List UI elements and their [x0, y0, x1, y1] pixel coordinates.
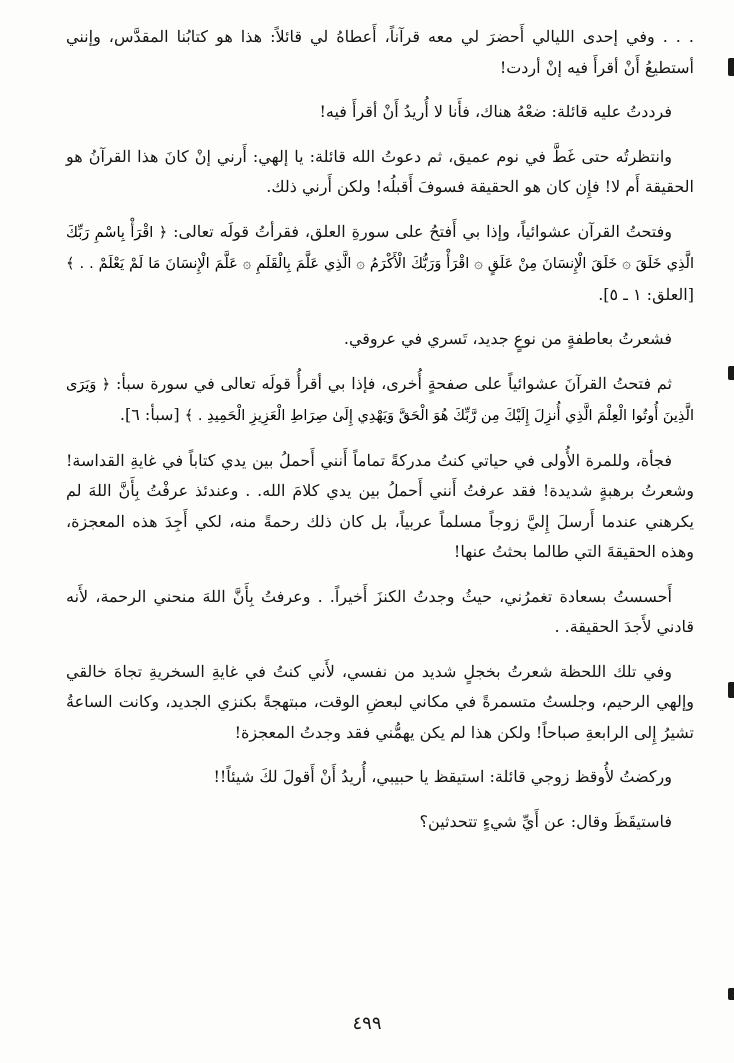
paragraph-text: ثم فتحتُ القرآنَ عشوائياً على صفحةٍ أُخرى، فإذا بي أقرأُ قولَه تعالى في سورة سبأ: [115, 373, 673, 393]
body-text [66, 22, 694, 851]
paragraph [66, 582, 694, 643]
paragraph-text: أَحسستُ بسعادة تغمرُني، حيثُ وجدتُ الكنزَ أَخيراً. . وعرفتُ بِأَنَّ اللهَ منحني الرحمة، لأَنه قادني لأَجدَ الحقيقة. . [66, 586, 694, 636]
paragraph [66, 22, 694, 83]
page-edge-mark [728, 58, 734, 76]
paragraph [66, 762, 694, 793]
paragraph [66, 142, 694, 203]
paragraph [66, 657, 694, 749]
paragraph-text: وفي تلك اللحظة شعرتُ بخجلٍ شديد من نفسي، لأَني كنتُ في غايةِ السخريةِ تجاهَ خالقي وإلهي الرحيم، وجلستُ متسمرةً في مكاني لبعضِ الوقت، مبتهجةً بكنزي الجديد، وكانت الساعةُ تشيرُ إِلى الرابعةِ صباحاً! ولكن هذا لم يكن يهمُّني فقد وجدتُ المعجزة! [66, 661, 694, 742]
paragraph-with-verse [66, 217, 694, 311]
verse-reference: [العلق: ١ ـ ٥]. [598, 284, 694, 304]
paragraph-text: فشعرتُ بعاطفةٍ من نوعٍ جديد، تَسري في عروقي. [343, 329, 672, 348]
paragraph [66, 807, 694, 838]
page-edge-mark [728, 988, 734, 1000]
paragraph-text: وانتظرتُه حتى غَطَّ في نوم عميق، ثم دعوتُ الله قائلة: يا إلهي: أَرني إنْ كانَ هذا القرآنُ هو الحقيقة أَم لا! فإِن كان هو الحقيقة فسوفَ أَقبلُه! ولكن أَرني ذلك. [66, 146, 694, 196]
paragraph-text: . . . وفي إحدى الليالي أَحضرَ لي معه قرآناً، أَعطاهُ لي قائلاً: هذا هو كتابُنا المقدَّس، وإنني أستطيعُ أَنْ أقرأَ فيه إنْ أردت! [66, 27, 694, 77]
quran-verse-alaq: ﴿ اقْرَأْ بِاسْمِ رَبِّكَ الَّذِي خَلَقَ ۞ خَلَقَ الْإِنسَانَ مِنْ عَلَقٍ ۞ اقْرَأْ وَرَبُّكَ الْأَكْرَمُ ۞ الَّذِي عَلَّمَ بِالْقَلَمِ ۞ عَلَّمَ الْإِنسَانَ مَا لَمْ يَعْلَمْ . . ﴾ [66, 224, 694, 272]
paragraph-text: فاستيقَظَ وقال: عن أَيِّ شيءٍ تتحدثين؟ [419, 811, 672, 831]
page-number: ٤٩٩ [352, 1013, 382, 1034]
paragraph [66, 324, 694, 355]
paragraph [66, 446, 694, 568]
paragraph-text: فرددتُ عليه قائلة: ضعْهُ هناك، فأَنا لا أُريدُ أَنْ أقرأَ فيه! [319, 102, 672, 121]
paragraph-with-verse [66, 369, 694, 432]
quran-verse-saba: ﴿ وَيَرَى الَّذِينَ أُوتُوا الْعِلْمَ الَّذِي أُنزِلَ إِلَيْكَ مِن رَّبِّكَ هُوَ الْحَقَّ وَيَهْدِي إِلَىٰ صِرَاطِ الْعَزِيزِ الْحَمِيدِ . ﴾ [66, 376, 694, 424]
paragraph [66, 97, 694, 128]
verse-reference: [سبأ: ٦]. [119, 405, 180, 424]
paragraph-text: وفتحتُ القرآن عشوائياً، وإذا بي أَفتحُ على سورةِ العلق، فقرأتُ قولَه تعالى: [173, 221, 673, 241]
page-edge-mark [728, 682, 734, 698]
paragraph-text: وركضتُ لأُوقظ زوجي قائلة: استيقظ يا حبيبي، أُريدُ أَنْ أَقولَ لكَ شيئاً!! [213, 767, 672, 786]
paragraph-text: فجأة، وللمرة الأُولى في حياتي كنتُ مدركةً تماماً أَنني أَحملُ بين يدي كتاباً في غايةِ القداسة! وشعرتُ برهبةٍ شديدة! فقد عرفتُ أَنني أَحملُ بين يدي كلامَ الله. . وعندئذ عرفْتُ بِأَنَّ اللهَ لم يكرهني عندما أَرسلَ إِليَّ زوجاً مسلماً عربياً، بل كان ذلك رحمةً منه، لكي أَجِدَ هذه المعجزة، وهذه الحقيقةَ التي طالما بحثتُ عنها! [66, 450, 694, 561]
page-edge-mark [728, 366, 734, 380]
